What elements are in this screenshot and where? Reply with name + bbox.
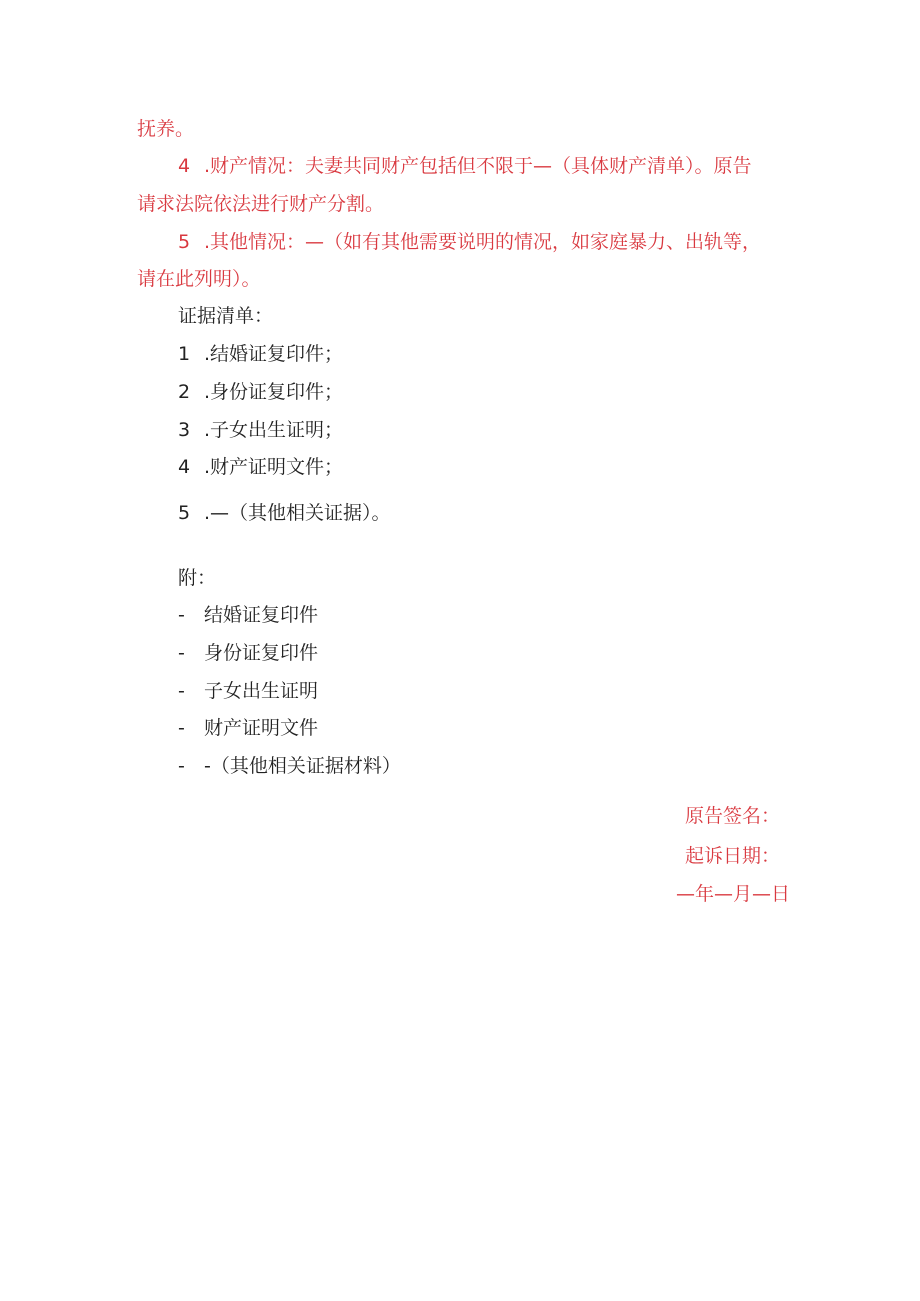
item-text: .子女出生证明； xyxy=(204,419,344,441)
item-text: 结婚证复印件 xyxy=(204,604,319,626)
evidence-item xyxy=(178,342,343,366)
item-text: .身份证复印件； xyxy=(204,381,344,403)
item-text: 子女出生证明 xyxy=(204,680,319,702)
item-number: 5 xyxy=(178,231,191,253)
bullet: - xyxy=(178,717,185,739)
bullet: - xyxy=(178,755,185,777)
claim-item-5-line2: 请在此列明）。 xyxy=(137,268,261,290)
evidence-item xyxy=(178,501,391,525)
item-text: .—（其他相关证据）。 xyxy=(204,502,391,524)
item-number: 5 xyxy=(178,502,191,524)
item-number: 4 xyxy=(178,456,191,478)
claim-continuation: 抚养。 xyxy=(137,118,195,140)
bullet: - xyxy=(178,604,185,626)
attachment-item xyxy=(178,603,318,627)
item-text: .财产情况：夫妻共同财产包括但不限于—（具体财产清单）。原告 xyxy=(204,155,752,177)
filing-date-value: —年—月—日 xyxy=(675,883,790,905)
bullet: - xyxy=(178,642,185,664)
item-text: .其他情况：—（如有其他需要说明的情况，如家庭暴力、出轨等， xyxy=(204,231,762,253)
attachments-title: 附： xyxy=(178,567,217,589)
attachment-item xyxy=(178,716,318,740)
item-text: -（其他相关证据材料） xyxy=(204,755,401,777)
attachment-item xyxy=(178,641,318,665)
attachment-item xyxy=(178,679,318,703)
claim-item-4-line2: 请求法院依法进行财产分割。 xyxy=(137,193,385,215)
plaintiff-signature-label: 原告签名： xyxy=(684,805,780,827)
attachment-item xyxy=(178,754,401,778)
item-text: 身份证复印件 xyxy=(204,642,319,664)
item-number: 1 xyxy=(178,343,191,365)
item-text: 财产证明文件 xyxy=(204,717,319,739)
bullet: - xyxy=(178,680,185,702)
item-text: .结婚证复印件； xyxy=(204,343,344,365)
evidence-item xyxy=(178,418,343,442)
evidence-item xyxy=(178,455,343,479)
claim-item-4 xyxy=(178,154,752,178)
evidence-title: 证据清单： xyxy=(178,305,274,327)
evidence-item xyxy=(178,380,343,404)
item-number: 3 xyxy=(178,419,191,441)
item-number: 4 xyxy=(178,155,191,177)
item-number: 2 xyxy=(178,381,191,403)
claim-item-5 xyxy=(178,230,761,254)
filing-date-label: 起诉日期： xyxy=(684,845,780,867)
item-text: .财产证明文件； xyxy=(204,456,344,478)
